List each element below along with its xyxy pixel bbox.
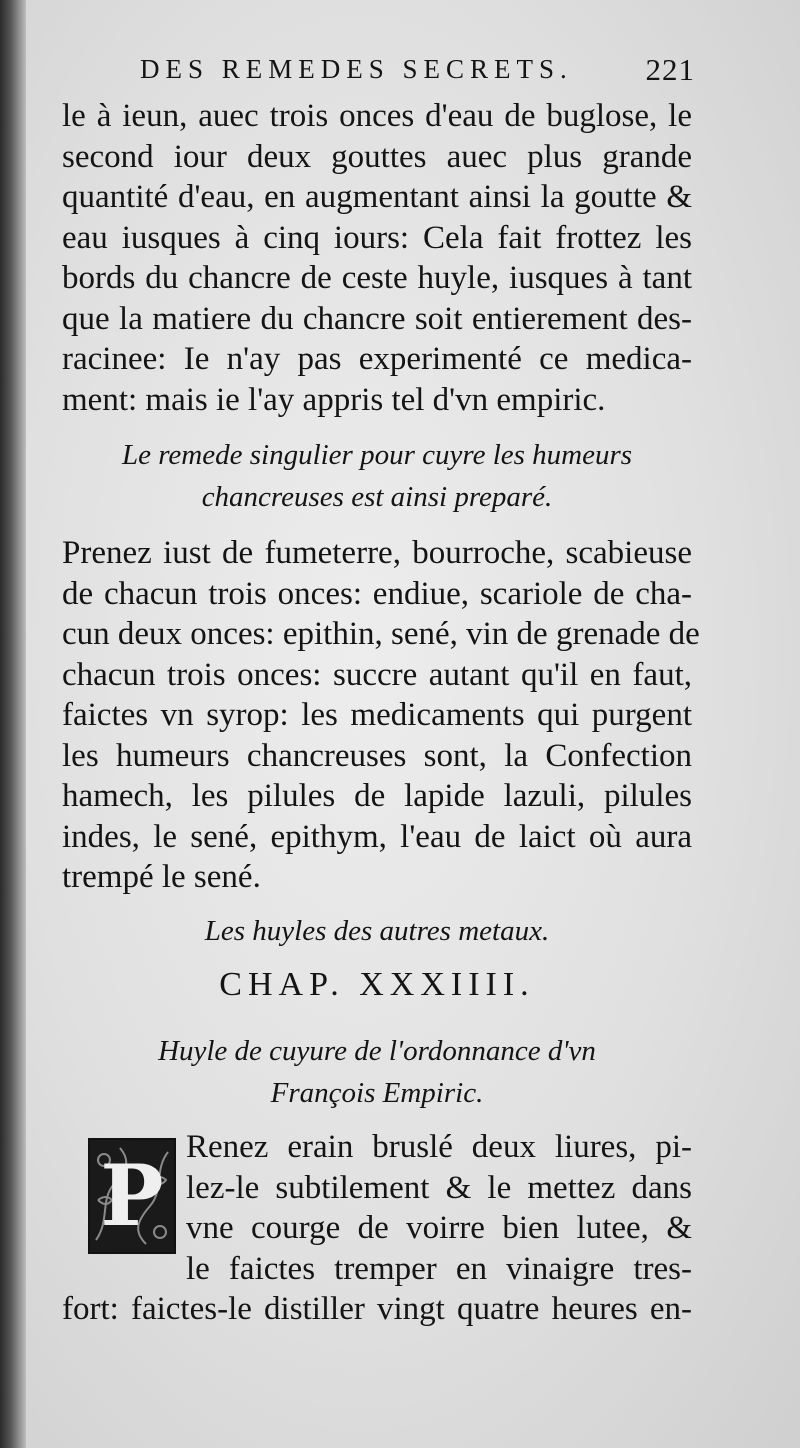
text-line: les humeurs chancreuses sont, la Confection — [62, 737, 692, 774]
text-line: racinee: Ie n'ay pas experimenté ce medica- — [62, 341, 692, 377]
ornamental-drop-cap — [88, 1138, 176, 1254]
text-line: Renez erain bruslé deux liures, pi- — [186, 1129, 692, 1165]
text-line: hamech, les pilules de lapide lazuli, pilules — [62, 778, 692, 814]
text-line: faictes vn syrop: les medicaments qui purgent — [62, 697, 692, 733]
text-line: ment: mais ie l'ay appris tel d'vn empiric. — [62, 381, 606, 418]
text-line: lez-le subtilement & le mettez dans — [186, 1169, 692, 1206]
drop-cap-letter: P — [100, 1146, 164, 1245]
text-line: cun deux onces: epithin, sené, vin de grenade de — [62, 616, 700, 652]
text-line: second iour deux gouttes auec plus grande — [62, 138, 692, 175]
text-line: quantité d'eau, en augmentant ainsi la goutte & — [62, 179, 692, 215]
text-line: que la matiere du chancre soit entierement des- — [62, 300, 692, 337]
paragraph-2 — [62, 533, 700, 898]
text-line: bords du chancre de ceste huyle, iusques à tant — [62, 260, 692, 296]
text-line: trempé le sené. — [62, 859, 261, 895]
paragraph-1 — [62, 96, 692, 420]
page-gutter-shadow — [0, 0, 26, 1448]
text-line: fort: faictes-le distiller vingt quatre heures en- — [62, 1291, 692, 1327]
subtitle-line: chancreuses est ainsi preparé. — [201, 481, 553, 513]
text-line: le à ieun, auec trois onces d'eau de buglose, le — [62, 98, 692, 134]
section-subtitle-cuyure — [62, 1030, 692, 1114]
text-line: le faictes tremper en vinaigre tres- — [186, 1250, 692, 1287]
subtitle-line: François Empiric. — [270, 1077, 484, 1109]
section-subtitle-remede — [62, 434, 692, 518]
page-number: 221 — [645, 52, 695, 87]
text-line: indes, le sené, epithym, l'eau de laict où aura — [62, 818, 692, 855]
subtitle-line: Le remede singulier pour cuyre les humeurs — [121, 439, 633, 471]
text-line: chacun trois onces: succre autant qu'il en faut, — [62, 656, 692, 693]
text-line: Prenez iust de fumeterre, bourroche, scabieuse — [62, 535, 692, 571]
text-line: de chacun trois onces: endiue, scariole de cha- — [62, 575, 692, 612]
subtitle-line: Huyle de cuyure de l'ordonnance d'vn — [158, 1035, 596, 1067]
subtitle-line: Les huyles des autres metaux. — [204, 915, 550, 947]
running-title: DES REMEDES SECRETS. — [140, 54, 573, 84]
text-line: vne courge de voirre bien lutee, & — [186, 1210, 692, 1246]
text-line: eau iusques à cinq iours: Cela fait frottez les — [62, 219, 692, 256]
page-header — [140, 46, 695, 92]
section-subtitle-huyles — [62, 910, 692, 952]
chapter-heading: CHAP. XXXIIII. — [219, 966, 535, 1003]
paragraph-3 — [62, 1127, 692, 1330]
